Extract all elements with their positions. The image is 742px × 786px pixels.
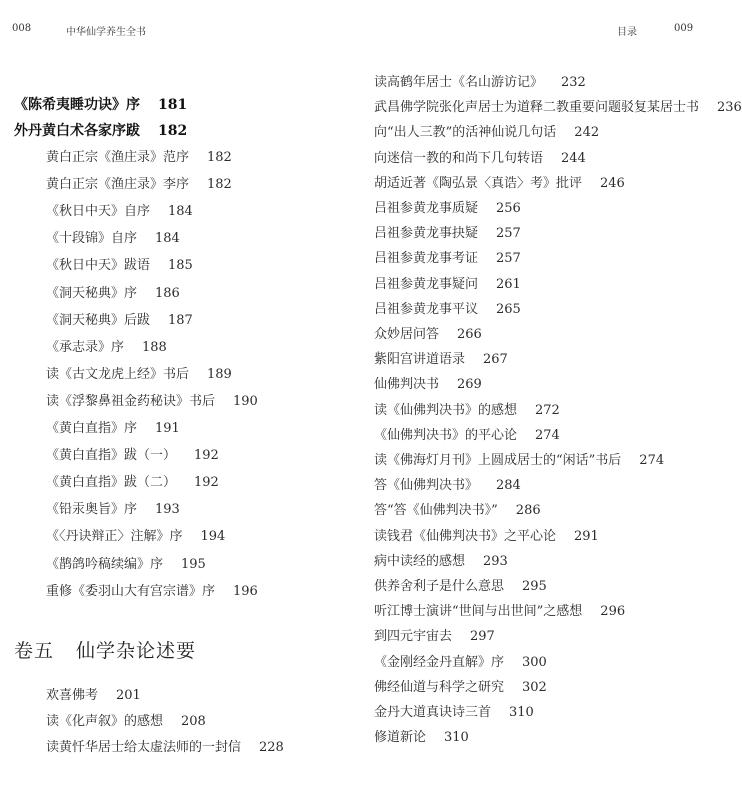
toc-entry-page: 267: [483, 352, 508, 368]
toc-entry[interactable]: [374, 453, 664, 469]
toc-entry[interactable]: [374, 503, 541, 519]
toc-entry[interactable]: [374, 680, 547, 696]
toc-entry[interactable]: [46, 529, 225, 545]
left-page-number: 008: [12, 23, 32, 34]
toc-entry[interactable]: [374, 604, 625, 620]
toc-entry-page: 242: [574, 125, 600, 141]
toc-entry-page: 228: [259, 740, 284, 755]
toc-entry[interactable]: [374, 201, 521, 217]
toc-entry-title: 《陈希夷睡功诀》序: [14, 97, 140, 113]
toc-entry-title: 《铅汞奥旨》序: [46, 502, 138, 518]
toc-entry-page: 310: [444, 730, 469, 746]
toc-entry-title: 读《化声叙》的感想: [46, 714, 164, 729]
toc-entry-title: 到四元宇宙去: [374, 629, 453, 645]
toc-entry[interactable]: [374, 277, 521, 293]
toc-entry[interactable]: [374, 478, 521, 494]
toc-entry-page: 246: [600, 175, 625, 191]
toc-entry-title: 《洞天秘典》序: [46, 285, 138, 301]
toc-entry-title: 《仙佛判决书》的平心论: [374, 427, 518, 443]
toc-entry[interactable]: [374, 629, 495, 645]
toc-entry-page: 195: [181, 556, 206, 572]
toc-entry-title: 答“答《仙佛判决书》”: [374, 503, 498, 519]
left-running-title: 中华仙学养生全书: [66, 27, 146, 38]
toc-entry-title: 《承志录》序: [46, 339, 125, 355]
toc-entry-page: 302: [522, 679, 547, 695]
toc-entry-page: 192: [194, 475, 219, 491]
toc-entry-page: 186: [155, 285, 180, 301]
toc-entry[interactable]: [46, 367, 232, 383]
toc-entry-page: 272: [535, 402, 560, 418]
toc-entry-title: 读《浮黎鼻祖金药秘诀》书后: [46, 393, 216, 409]
toc-entry-page: 261: [496, 276, 521, 292]
toc-entry-title: 《金刚经金丹直解》序: [374, 654, 505, 670]
toc-entry[interactable]: [46, 258, 193, 274]
toc-entry[interactable]: [374, 655, 547, 671]
toc-entry-page: 182: [207, 177, 232, 193]
toc-entry[interactable]: [46, 231, 180, 247]
toc-entry[interactable]: [46, 688, 141, 704]
toc-entry[interactable]: [374, 75, 586, 91]
toc-entry[interactable]: [46, 421, 180, 437]
toc-entry-title: 修道新论: [374, 730, 427, 746]
toc-entry-title: 外丹黄白术各家序跋: [14, 123, 140, 139]
toc-entry-title: 吕祖参黄龙事抉疑: [374, 226, 479, 242]
toc-entry-title: 《秋日中天》自序: [46, 204, 151, 220]
toc-entry-title: 《〈丹诀辩正〉注解》序: [46, 529, 183, 545]
toc-entry-page: 188: [142, 339, 167, 355]
toc-entry-title: 佛经仙道与科学之研究: [374, 679, 505, 695]
toc-entry-page: 265: [496, 301, 521, 317]
toc-entry-page: 257: [496, 226, 521, 242]
toc-entry[interactable]: [46, 177, 232, 193]
toc-entry[interactable]: [46, 740, 284, 756]
toc-entry-title: 仙佛判决书: [374, 377, 440, 393]
toc-entry-page: 192: [194, 448, 219, 464]
toc-entry-title: 听江博士演讲“世间与出世间”之感想: [374, 604, 583, 620]
toc-entry-page: 295: [522, 579, 547, 594]
toc-entry[interactable]: [374, 176, 625, 192]
toc-entry-page: 274: [639, 453, 665, 468]
toc-entry-page: 266: [457, 327, 482, 342]
toc-entry-page: 232: [561, 75, 586, 90]
toc-entry-page: 182: [207, 150, 232, 165]
toc-entry-title: 读《佛海灯月刊》上圆成居士的“闲话”书后: [374, 453, 622, 468]
toc-entry[interactable]: [46, 475, 219, 491]
toc-entry-page: 310: [509, 705, 534, 720]
toc-entry[interactable]: [374, 730, 469, 746]
toc-entry-title: 《十段锦》自序: [46, 231, 138, 247]
toc-entry[interactable]: [374, 125, 599, 141]
toc-entry[interactable]: [46, 502, 180, 518]
toc-entry-title: 众妙居问答: [374, 327, 440, 342]
toc-entry[interactable]: [374, 226, 521, 242]
toc-entry-title: 《黄白直指》序: [46, 421, 138, 436]
toc-entry-page: 184: [155, 231, 180, 247]
toc-entry-page: 201: [116, 688, 141, 703]
toc-entry-page: 293: [483, 553, 508, 569]
section-title: 仙学杂论述要: [76, 640, 197, 662]
toc-entry[interactable]: [46, 150, 232, 166]
toc-entry[interactable]: [374, 428, 560, 444]
toc-entry-title: 金丹大道真诀诗三首: [374, 705, 492, 720]
toc-entry-title: 向“出人三教”的活神仙说几句话: [374, 125, 557, 141]
toc-entry[interactable]: [46, 340, 167, 356]
toc-entry-page: 274: [535, 427, 560, 443]
toc-entry-title: 《黄白直指》跋（二）: [46, 475, 177, 491]
right-running-title: 目录: [617, 27, 637, 38]
right-page-number: 009: [674, 23, 694, 34]
toc-entry-title: 读钱君《仙佛判决书》之平心论: [374, 528, 557, 544]
toc-entry-page: 236: [717, 100, 742, 116]
toc-entry[interactable]: [374, 100, 742, 116]
toc-entry[interactable]: [46, 448, 219, 464]
toc-entry-title: 吕祖参黄龙事平议: [374, 301, 479, 317]
toc-entry-title: 重修《委羽山大有宫宗谱》序: [46, 583, 216, 599]
toc-entry-page: 286: [515, 503, 541, 519]
toc-entry-page: 185: [168, 258, 193, 274]
toc-entry-page: 190: [233, 393, 258, 409]
toc-entry-title: 欢喜佛考: [46, 688, 99, 703]
toc-entry[interactable]: [374, 251, 521, 267]
toc-entry-page: 184: [168, 204, 193, 220]
toc-entry-title: 读《古文龙虎上经》书后: [46, 366, 190, 382]
toc-entry-page: 193: [155, 502, 180, 518]
toc-entry[interactable]: [46, 313, 193, 329]
toc-entry-page: 189: [207, 366, 232, 382]
toc-entry-title: 《黄白直指》跋（一）: [46, 448, 177, 464]
section-number: 卷五: [14, 640, 55, 662]
toc-entry-title: 《秋日中天》跋语: [46, 258, 151, 274]
toc-entry-page: 284: [496, 478, 521, 494]
toc-entry-title: 《鹊鸽吟稿续编》序: [46, 556, 164, 572]
toc-entry[interactable]: [374, 302, 521, 318]
toc-entry-title: 吕祖参黄龙事质疑: [374, 201, 479, 216]
toc-entry[interactable]: [374, 529, 599, 545]
toc-entry-title: 吕祖参黄龙事考证: [374, 251, 479, 267]
toc-entry-page: 194: [200, 529, 226, 545]
toc-entry-title: 紫阳宫讲道语录: [374, 352, 466, 368]
toc-entry[interactable]: [46, 204, 193, 220]
toc-entry-title: 吕祖参黄龙事疑问: [374, 276, 479, 292]
toc-entry[interactable]: [374, 151, 586, 167]
toc-entry-page: 187: [168, 312, 193, 328]
toc-entry-page: 196: [233, 583, 258, 599]
toc-entry-title: 读高鹤年居士《名山游访记》: [374, 75, 544, 90]
toc-entry[interactable]: [46, 557, 206, 573]
toc-entry-page: 291: [574, 528, 599, 544]
toc-entry-title: 读《仙佛判决书》的感想: [374, 402, 518, 418]
toc-entry-title: 黄白正宗《渔庄录》范序: [46, 150, 190, 165]
toc-entry-title: 《洞天秘典》后跋: [46, 312, 151, 328]
toc-entry-page: 191: [155, 421, 180, 436]
toc-entry[interactable]: [374, 579, 547, 595]
toc-entry-page: 181: [158, 97, 188, 113]
toc-entry-page: 269: [457, 377, 482, 393]
toc-entry-page: 257: [496, 251, 521, 267]
toc-entry-title: 病中读经的感想: [374, 553, 466, 569]
toc-entry[interactable]: [46, 584, 258, 600]
toc-entry-page: 296: [600, 604, 626, 620]
toc-entry[interactable]: [14, 97, 187, 113]
toc-entry[interactable]: [374, 554, 508, 570]
toc-entry[interactable]: [374, 327, 482, 343]
toc-entry[interactable]: [46, 394, 258, 410]
toc-entry[interactable]: [374, 403, 560, 419]
toc-entry-page: 208: [181, 714, 206, 729]
toc-entry-title: 答《仙佛判决书》: [374, 478, 479, 494]
toc-entry[interactable]: [374, 705, 534, 721]
toc-entry-title: 向迷信一教的和尚下几句转语: [374, 150, 544, 166]
toc-entry-page: 300: [522, 654, 547, 670]
toc-entry-title: 胡适近著《陶弘景〈真诰〉考》批评: [374, 175, 583, 191]
toc-entry-title: 武昌佛学院张化声居士为道释二教重要问题驳复某居士书: [374, 100, 700, 116]
toc-entry[interactable]: [46, 286, 180, 302]
toc-entry[interactable]: [46, 714, 206, 730]
toc-entry-title: 黄白正宗《渔庄录》李序: [46, 177, 190, 193]
toc-entry-page: 256: [496, 201, 521, 216]
toc-entry-page: 244: [561, 150, 586, 166]
toc-entry-page: 182: [158, 123, 188, 139]
toc-entry-title: 读黄忏华居士给太虚法师的一封信: [46, 740, 242, 755]
toc-entry-title: 供养舍利子是什么意思: [374, 579, 505, 594]
toc-entry[interactable]: [374, 352, 508, 368]
section-heading: [14, 636, 196, 663]
toc-entry[interactable]: [374, 377, 482, 393]
toc-entry-page: 297: [470, 629, 495, 645]
toc-entry[interactable]: [14, 123, 187, 139]
